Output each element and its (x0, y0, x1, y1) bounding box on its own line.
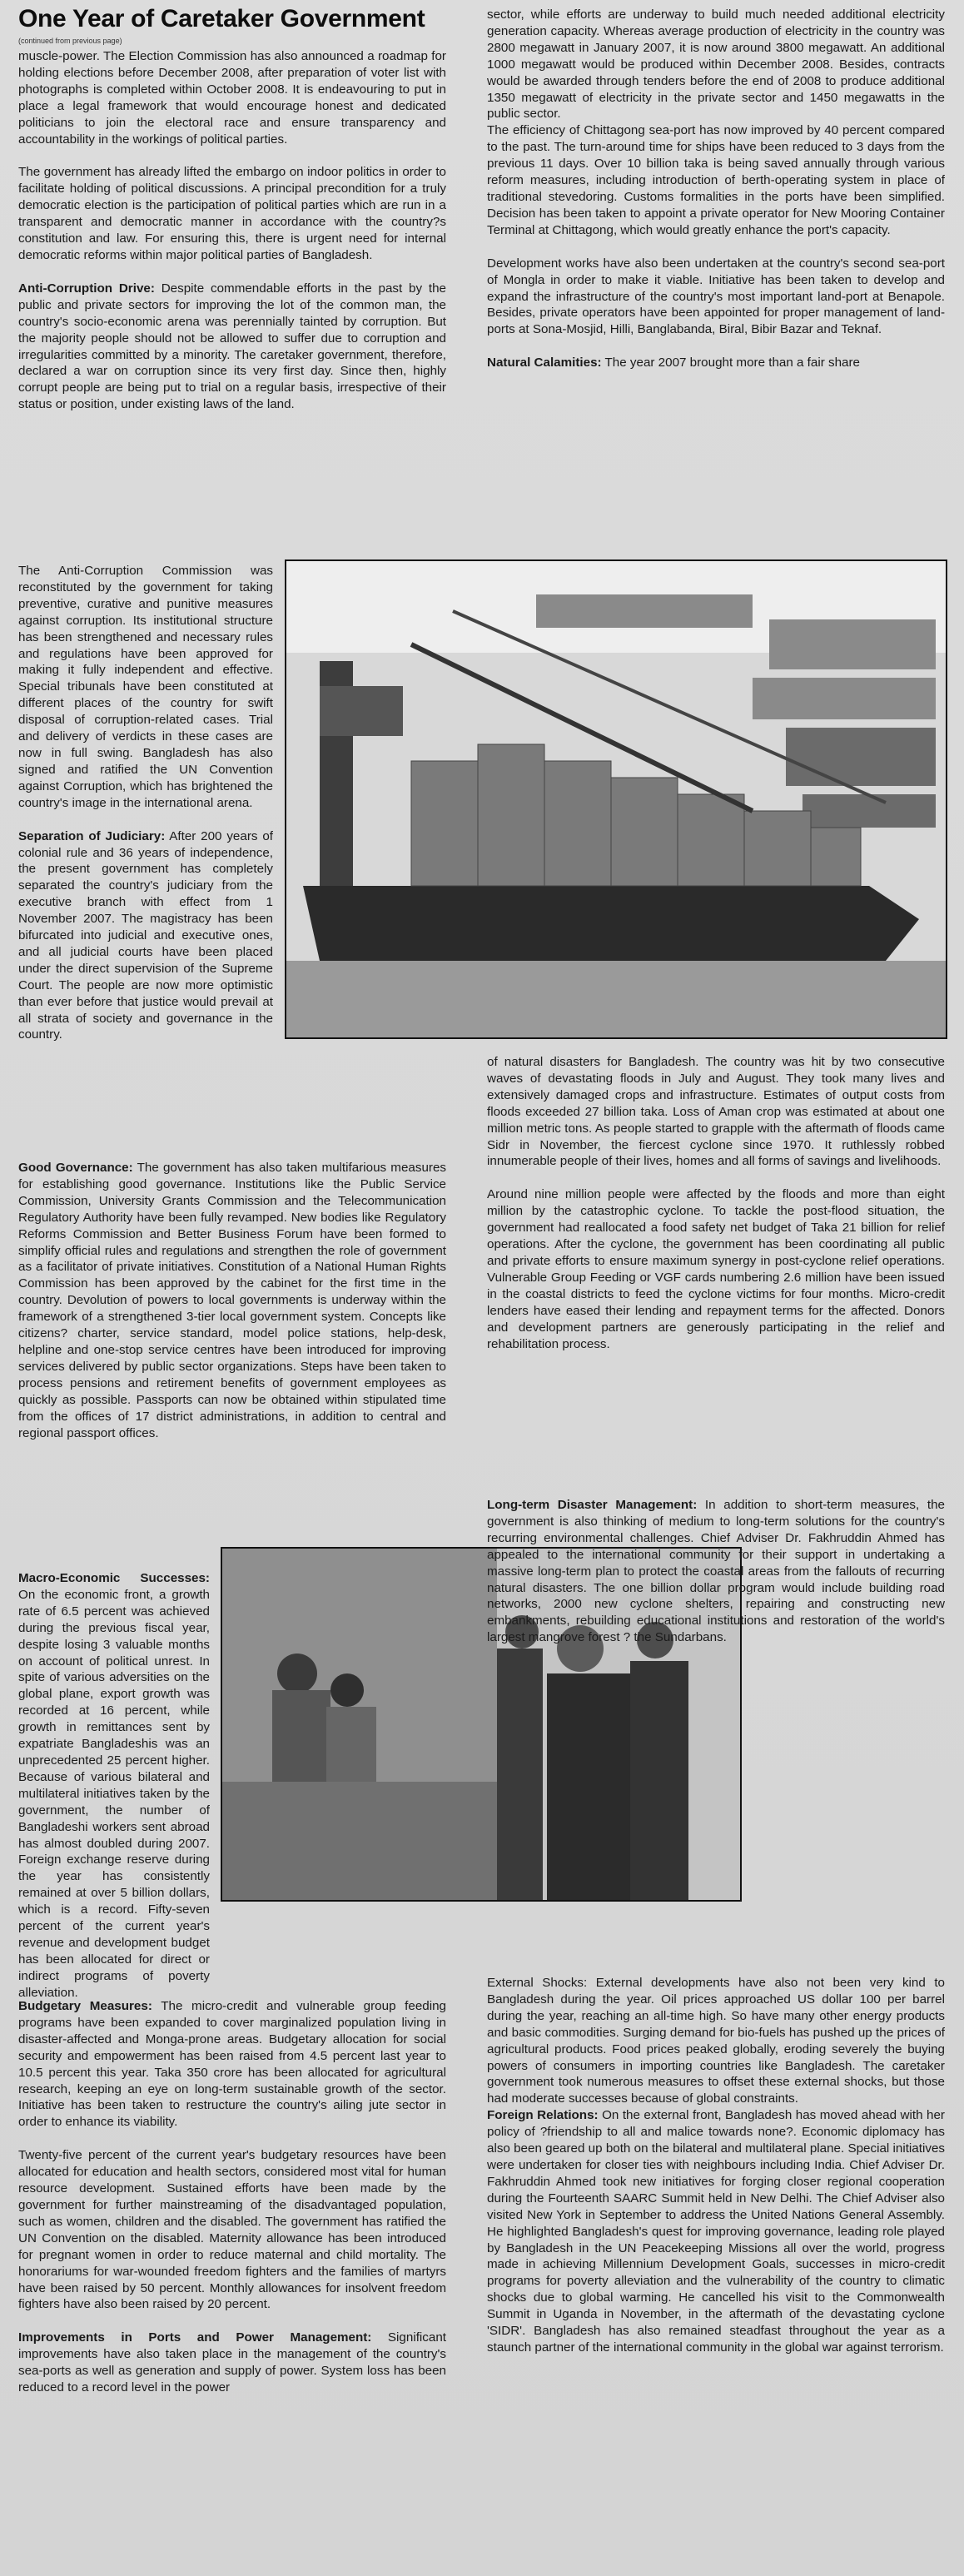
paragraph-muscle-power: muscle-power. The Election Commission has also announced a roadmap for holding elections before December 2008, after preparation of voter list with photographs is completed within October 2008. It is endeavouring to put in place a legal framework that would encourage honest and dedicated politicians to join the electoral race and ensure transparency and accountability in the workings of political parties. (18, 49, 446, 147)
left-column-governance (18, 1160, 446, 1458)
anti-corruption-heading: Anti-Corruption Drive: (18, 281, 155, 296)
paragraph-relief: Around nine million people were affected by the floods and more than eight million by the catastrophic cyclone. To tackle the post-flood situation, the government had reallocated a food safety net budget of Taka 21 billion for relief operations. After the cyclone, the government has been coordinating all public and private efforts to ensure maximum synergy in post-cyclone relief operations. Vulnerable Group Feeding or VGF cards numbering 2.6 million have been issued in the coastal districts to feed the cyclone victims for four months. Micro-credit lenders have eased their lending and repayment terms for the affected. Donors and development partners are generously participating in the relief and rehabilitation process. (487, 1187, 945, 1351)
paragraph-natural-calamities (487, 355, 945, 371)
container-ship-photo (285, 559, 947, 1039)
container-ship-image (286, 561, 946, 1037)
separation-heading: Separation of Judiciary: (18, 828, 166, 843)
article-title: One Year of Caretaker Government (18, 5, 425, 32)
paragraph-mongla: Development works have also been undertaken at the country's second sea-port of Mongla in order to make it viable. Initiative has been taken to develop and expand the infrastructure of the country's most important land-port at Benapole. Besides, private operators have been appointed for proper management of land-ports at Sona-Mosjid, Hilli, Banglabanda, Biral, Bibir Bazar and Teknaf. (487, 256, 945, 337)
foreign-relations-body: On the external front, Bangladesh has moved ahead with her policy of ?friendship to all and malice towards none?. Economic diplomacy has also been geared up both on the bilateral and multilateral plane. Special initiatives were undertaken for closer ties with neighbours including India. Chief Adviser Dr. Fakhruddin Ahmed took new initiatives for forging closer regional cooperation during the Fourteenth SAARC Summit held in New Delhi. The Chief Adviser also visited New York in September to address the United Nations General Assembly. He highlighted Bangladesh's quest for improving governance, leading role played by Bangladesh in the UN Peacekeeping Missions all over the world, progress made in achieving Millennium Development Goals, successes in micro-credit programs for poverty alleviation and the vulnerability of the country to climatic shocks due to global warming. He cancelled his visit to the Commonwealth Summit in Uganda in November, in the aftermath of the devastating cyclone 'SIDR'. Bangladesh has also remained steadfast throughout the year as a staunch partner of the international community in the global war against terrorism. (487, 2108, 945, 2355)
long-term-heading: Long-term Disaster Management: (487, 1498, 698, 1512)
ports-body: Significant improvements have also taken place in the management of the country's sea-ports as well as generation and supply of power. System loss has been reduced to a record level in the power (18, 2330, 446, 2395)
paragraph-foreign-relations (487, 2107, 945, 2356)
anti-corruption-body: Despite commendable efforts in the past by the public and private sectors for improving the lot of the common man, the country's socio-economic arena was perennially tainted by corruption. But the majority people should not be allowed to suffer due to corruption and irregularities committed by a minority. The caretaker government, therefore, declared a war on corruption since its very first day. Since then, highly corrupt people are being put to trial on a regular basis, irrespective of their status or position, under existing laws of the land. (18, 281, 446, 412)
right-column-bottom (487, 1975, 945, 2373)
long-term-disaster-block (487, 1497, 945, 1646)
right-column-top (487, 7, 945, 388)
paragraph-ports (18, 2330, 446, 2396)
paragraph-anti-corruption (18, 281, 446, 413)
ports-heading: Improvements in Ports and Power Management: (18, 2330, 372, 2345)
macro-narrow-column (18, 1570, 210, 2018)
paragraph-chittagong: The efficiency of Chittagong sea-port has now improved by 40 percent compared to the past. The turn-around time for ships have been reduced to 3 days from the previous 11 days. Over 10 billion taka is being saved annually through various reform measures, including introduction of berth-operating system in place of traditional stevedoring. Customs formalities in the ports have been simplified. Decision has been taken to appoint a private operator for New Mooring Container Terminal at Chittagong, which would greatly enhance the port's capacity. (487, 123, 945, 237)
left-narrow-column (18, 563, 273, 1060)
separation-body: After 200 years of colonial rule and 36 years of independence, the present government has completely separated the country's judiciary from the executive branch with effect from 1 November 2007. The magistracy has been bifurcated into judicial and executive ones, and all judicial courts have been placed under the direct supervision of the Supreme Court. The people are now more optimistic than ever before that justice would prevail at all strata of society and governance in the country. (18, 828, 273, 1042)
paragraph-twenty-five: Twenty-five percent of the current year's budgetary resources have been allocated for education and health sectors, considered most vital for human resource development. Sustained efforts have been made by the government for further mainstreaming of the disadvantaged population, such as women, children and the disabled. The government has ratified the UN Convention on the disabled. Maternity allowance has been introduced for pregnant women in order to reduce maternal and child mortality. The honorariums for war-wounded freedom fighters and the families of martyrs have been raised by 50 percent. Monthly allowances for insolvent freedom fighters have also been raised by 20 percent. (18, 2148, 446, 2312)
right-column-middle (487, 1054, 945, 1369)
macro-heading: Macro-Economic Successes: (18, 1571, 210, 1585)
paragraph-governance (18, 1160, 446, 1441)
natural-calamities-heading: Natural Calamities: (487, 356, 602, 370)
paragraph-external-shocks: External Shocks: External developments have also not been very kind to Bangladesh during the year. Oil prices approached US dollar 100 per barrel during the year, reaching an all-time high. So have many other energy products and basic commodities. Surging demand for bio-fuels has pushed up the prices of agricultural products. Food prices peaked globally, eroding severely the buying powers of consumers in importing countries like Bangladesh. The caretaker government took numerous measures to offset these external shocks, but those had moderate successes because of global constraints. (487, 1976, 945, 2106)
budget-body: The micro-credit and vulnerable group feeding programs have been expanded to cover marginalized population living in disaster-affected and Monga-prone areas. Budgetary allocation for social security and empowerment has been raised from 4.5 percent last year to 10.5 percent this year. Taka 350 crore has been allocated for agricultural research, keeping an eye on long-term sustainable growth of the sector. Initiative has been taken to restructure the country's ailing jute sector in order to enhance its viability. (18, 1999, 446, 2130)
left-column-budget (18, 1998, 446, 2413)
paragraph-acc: The Anti-Corruption Commission was reconstituted by the government for taking preventive, curative and punitive measures against corruption. Its institutional structure has been strengthened and necessary rules and regulations have been approved for making it fully independent and effective. Special tribunals have been constituted at different places of the country for swift disposal of corruption-related cases. Trial and delivery of verdicts in these cases are now in full swing. Bangladesh has also signed and ratified the UN Convention against Corruption, which has brightened the country's image in the international arena. (18, 564, 273, 810)
paragraph-floods: of natural disasters for Bangladesh. The country was hit by two consecutive waves of devastating floods in July and August. They took many lives and extensively damaged crops and infrastructure. Estimates of output costs from floods exceeded 27 billion taka. Loss of Aman crop was estimated at about one million metric tons. As people started to grapple with the aftermath of floods came Sidr in November, the fiercest cyclone since 1970. It ruthlessly robbed innumerable people of their lives, homes and all forms of savings and livelihoods. (487, 1055, 945, 1169)
paragraph-embargo: The government has already lifted the embargo on indoor politics in order to facilitate holding of political discussions. A principal precondition for a truly democratic election is the participation of political parties which are run in a transparent and democratic manner in accordance with the country?s constitution and law. For ensuring this, there is urgent need for internal democratic reforms within major political parties of Bangladesh. (18, 165, 446, 262)
budget-heading: Budgetary Measures: (18, 1999, 152, 2013)
paragraph-power: sector, while efforts are underway to build much needed additional electricity generation capacity. Whereas average production of electricity in the country was 2800 megawatt in January 2007, it is now around 3800 megawatt. An additional 1000 megawatt would be produced within December 2008. Besides, contracts would be awarded through tenders before the end of 2008 to produce additional 1350 megawatt of electricity in the private sector and 1450 megawatts in the public sector. (487, 7, 945, 122)
left-column-top (18, 48, 446, 430)
governance-body: The government has also taken multifarious measures for establishing good governance. Institutions like the Public Service Commission, University Grants Commission and the Telecommunication Regulatory Authority have been fully revamped. New bodies like Regulatory Reforms Commission and Better Business Forum have been formed to simplify official rules and regulations and strengthen the role of government as a facilitator of private initiatives. Constitution of a National Human Rights Commission has been approved by the cabinet for the first time in the country. Devolution of powers to local governments is underway within the framework of a strengthened 3-tier local government system. Concepts like citizens? charter, service standard, model police stations, help-desk, helpline and one-stop service centres have been introduced for improving services delivered by public sector organizations. Steps have been taken to process pensions and retirement benefits of government employees as quickly as possible. Passports can now be obtained within stipulated time from the offices of 17 district administrations, in addition to central and regional passport offices. (18, 1161, 446, 1440)
macro-body: On the economic front, a growth rate of 6.5 percent was achieved during the previous fiscal year, despite losing 3 valuable months on account of political unrest. In spite of various adversities on the global plane, export growth was recorded at 16 percent, while growth in remittances sent by expatriate Bangladeshis was an unprecedented 25 percent higher. Because of various bilateral and multilateral initiatives taken by the government, the number of Bangladeshi workers sent abroad has almost doubled during 2007. Foreign exchange reserve during the year has consistently remained at over 5 billion dollars, which is a record. Fifty-seven percent of the current year's revenue and development budget has been allocated for direct or indirect programs of poverty alleviation. (18, 1587, 210, 2000)
continued-note: (continued from previous page) (18, 37, 122, 45)
paragraph-long-term (487, 1497, 945, 1646)
foreign-relations-heading: Foreign Relations: (487, 2108, 599, 2123)
governance-heading: Good Governance: (18, 1161, 133, 1175)
long-term-body: In addition to short-term measures, the government is also thinking of medium to long-term solutions for the country's recurring environmental challenges. Chief Adviser Dr. Fakhruddin Ahmed has appealed to the international community for their support in undertaking a massive long-term plan to protect the coastal areas from the fallouts of recurring natural disasters. The one billion dollar program would include building road networks, 2000 new cyclone shelters, repairing and constructing new embankments, rebuilding educational institutions and restoration of the world's largest mangrove forest ? the Sundarbans. (487, 1498, 945, 1645)
paragraph-separation (18, 828, 273, 1044)
paragraph-macro (18, 1570, 210, 2002)
paragraph-budget (18, 1998, 446, 2131)
natural-calamities-body: The year 2007 brought more than a fair share (601, 356, 860, 370)
